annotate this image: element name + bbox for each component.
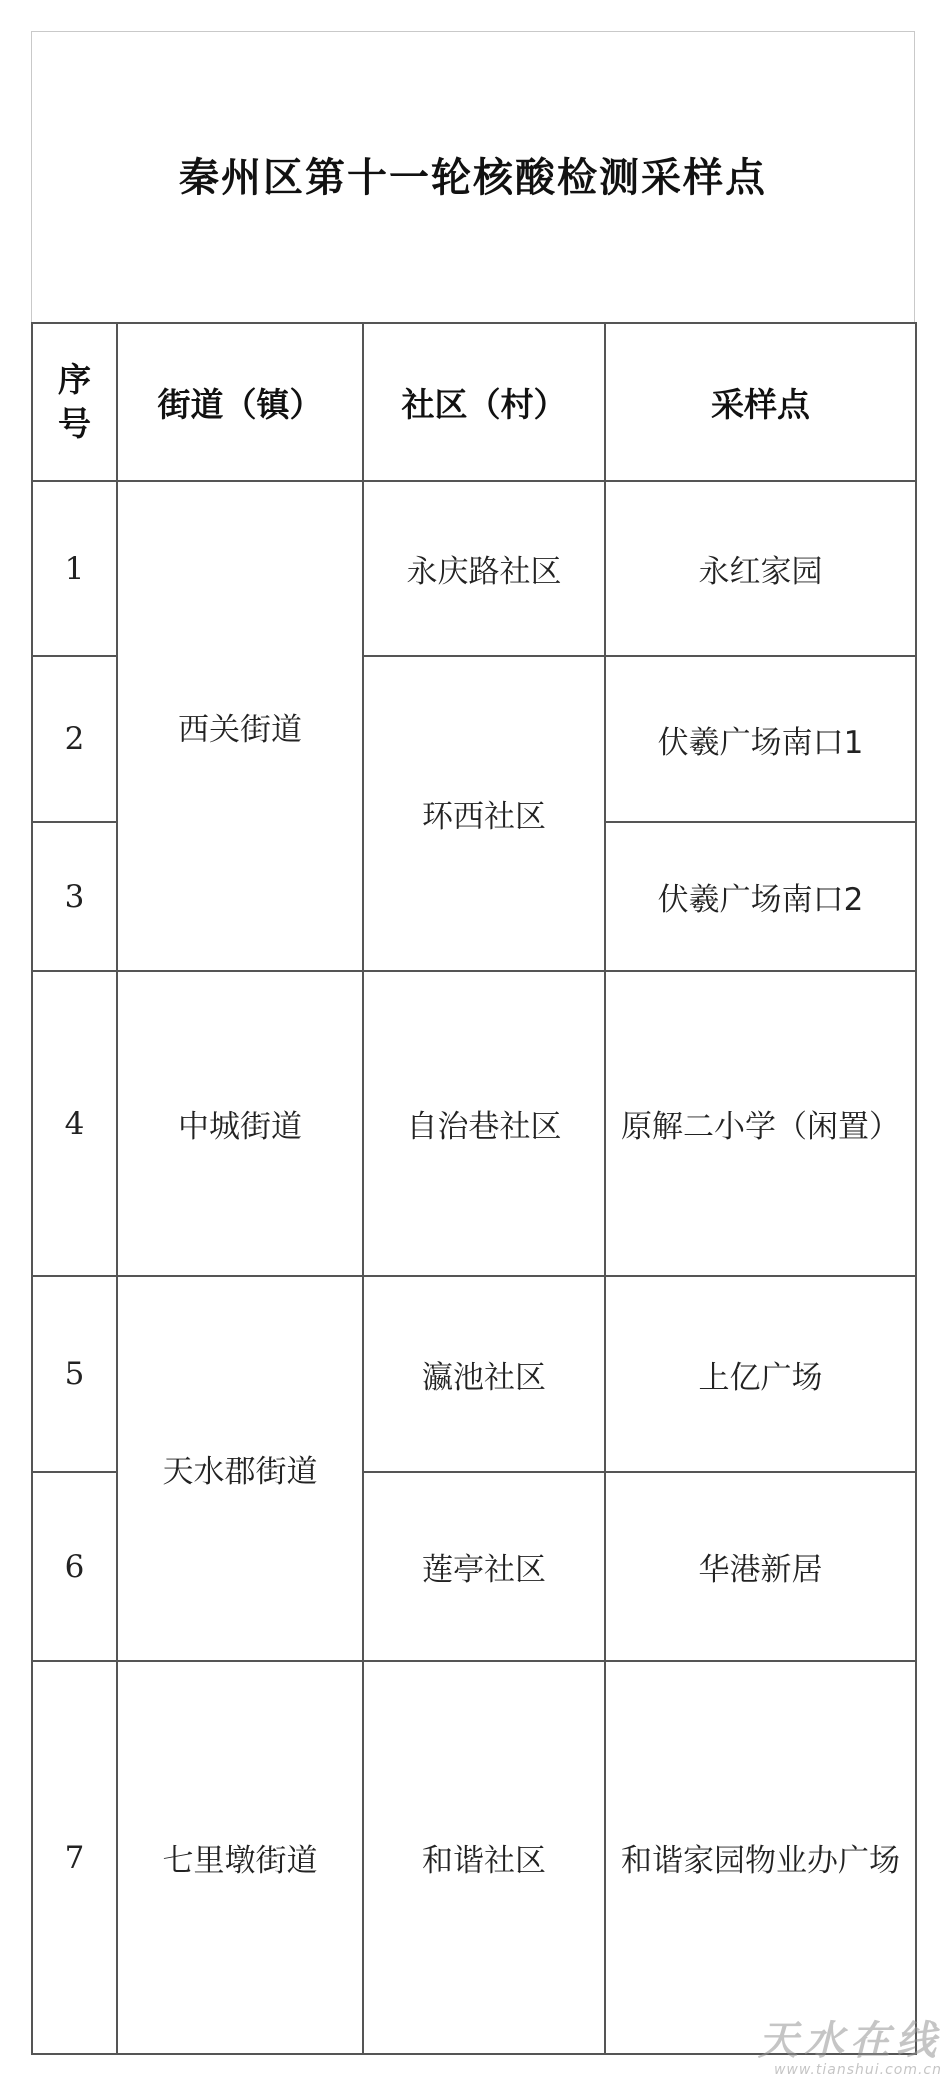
title-area: [31, 31, 915, 322]
table-row: [32, 1661, 916, 2054]
header-community: 社区（村）: [363, 323, 605, 481]
site-cell: 伏羲广场南口1: [605, 656, 916, 822]
header-no-label: 序号: [58, 360, 91, 443]
site-cell: 上亿广场: [605, 1276, 916, 1472]
row-number: 3: [32, 822, 117, 971]
street-cell: 西关街道: [117, 481, 363, 971]
table-row: [32, 971, 916, 1276]
community-cell: 莲亭社区: [363, 1472, 605, 1661]
table-row: [32, 1276, 916, 1472]
community-cell: 自治巷社区: [363, 971, 605, 1276]
table-header-row: [32, 323, 916, 481]
row-number: 1: [32, 481, 117, 656]
street-cell: 天水郡街道: [117, 1276, 363, 1661]
community-cell: 环西社区: [363, 656, 605, 971]
row-number: 7: [32, 1661, 117, 2054]
community-cell: 瀛池社区: [363, 1276, 605, 1472]
street-cell: 七里墩街道: [117, 1661, 363, 2054]
site-cell: 伏羲广场南口2: [605, 822, 916, 971]
document-sheet: [31, 31, 915, 2059]
site-cell: 永红家园: [605, 481, 916, 656]
site-cell: 华港新居: [605, 1472, 916, 1661]
header-site: 采样点: [605, 323, 916, 481]
row-number: 5: [32, 1276, 117, 1472]
street-cell: 中城街道: [117, 971, 363, 1276]
watermark-url: www.tianshui.com.cn: [773, 2062, 942, 2078]
sampling-sites-table: [31, 322, 917, 2055]
site-cell: 和谐家园物业办广场: [605, 1661, 916, 2054]
table-row: [32, 481, 916, 656]
row-number: 6: [32, 1472, 117, 1661]
community-cell: 永庆路社区: [363, 481, 605, 656]
header-street: 街道（镇）: [117, 323, 363, 481]
row-number: 4: [32, 971, 117, 1276]
community-cell: 和谐社区: [363, 1661, 605, 2054]
header-no: [32, 323, 117, 481]
watermark-text: 天水在线: [758, 2017, 942, 2064]
row-number: 2: [32, 656, 117, 822]
site-cell: 原解二小学（闲置）: [605, 971, 916, 1276]
page-title: 秦州区第十一轮核酸检测采样点: [179, 153, 767, 201]
